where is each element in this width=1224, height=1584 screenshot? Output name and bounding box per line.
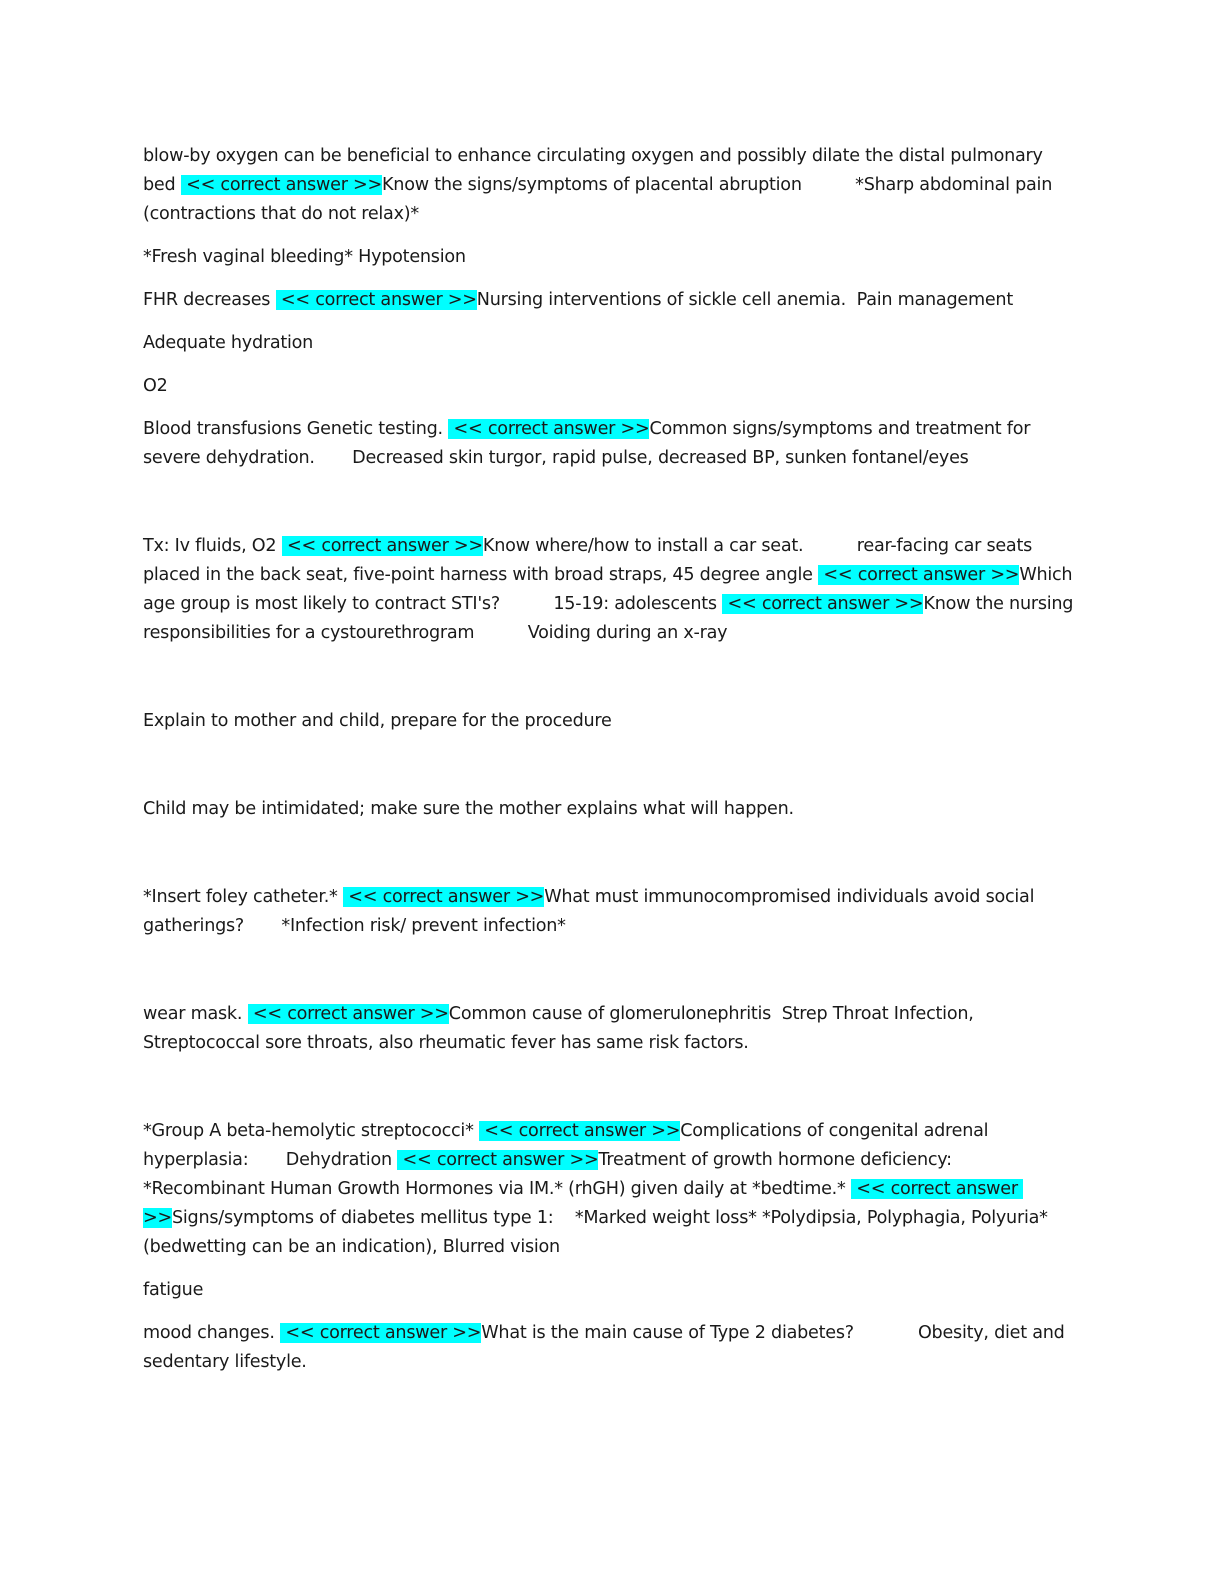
- paragraph-text: Blood transfusions Genetic testing.: [143, 419, 449, 439]
- paragraph-text: blow-by oxygen can be beneficial to enhance circulating oxygen and possibly dilate the distal pulmonary bed: [143, 146, 1049, 195]
- paragraph-text: Common cause of glomerulonephritis Strep Throat Infection, Streptococcal sore throats, also rheumatic fever has same risk factors.: [143, 1004, 979, 1053]
- paragraph-text: Adequate hydration: [143, 333, 314, 353]
- paragraph: [143, 1276, 1078, 1305]
- answer-marker-highlight: << correct answer >>: [722, 594, 924, 614]
- answer-marker-highlight: << correct answer >>: [448, 419, 650, 439]
- answer-marker-highlight: << correct answer >>: [180, 175, 383, 195]
- paragraph-text: *Insert foley catheter.*: [143, 887, 343, 907]
- paragraph-text: Nursing interventions of sickle cell anemia. Pain management: [476, 290, 1013, 310]
- paragraph-text: Know the nursing responsibilities for a cystourethrogram Voiding during an x-ray: [143, 594, 1079, 643]
- answer-marker-highlight: << correct answer >>: [275, 290, 477, 310]
- paragraph-text: Common signs/symptoms and treatment for severe dehydration. Decreased skin turgor, rapid pulse, decreased BP, sunken fontanel/eyes: [143, 419, 1036, 468]
- paragraph-text: wear mask.: [143, 1004, 248, 1024]
- answer-marker-highlight: << correct answer >>: [478, 1121, 681, 1141]
- paragraph: [143, 1319, 1078, 1377]
- paragraph-text: What is the main cause of Type 2 diabetes? Obesity, diet and sedentary lifestyle.: [143, 1323, 1070, 1372]
- paragraph-text: Child may be intimidated; make sure the mother explains what will happen.: [143, 799, 794, 819]
- paragraph: [143, 243, 1078, 272]
- answer-marker-highlight: << correct answer >>: [397, 1150, 599, 1170]
- paragraph: [143, 415, 1078, 473]
- paragraph: [143, 707, 1078, 736]
- answer-marker-highlight: << correct answer >>: [342, 887, 545, 907]
- paragraph: [143, 532, 1078, 648]
- paragraph: [143, 329, 1078, 358]
- paragraph-text: *Fresh vaginal bleeding* Hypotension: [143, 247, 466, 267]
- paragraph-text: fatigue: [143, 1280, 204, 1300]
- paragraph-text: mood changes.: [143, 1323, 281, 1343]
- answer-marker-highlight: << correct answer >>: [280, 1323, 482, 1343]
- paragraph: [143, 286, 1078, 315]
- paragraph: [143, 883, 1078, 941]
- paragraph-text: Complications of congenital adrenal hyperplasia: Dehydration: [143, 1121, 994, 1170]
- paragraph: [143, 795, 1078, 824]
- paragraph-text: Know where/how to install a car seat. rear-facing car seats placed in the back seat, five-point harness with broad straps, 45 degree angle: [143, 536, 1038, 585]
- paragraph-text: What must immunocompromised individuals avoid social gatherings? *Infection risk/ prevent infection*: [143, 887, 1040, 936]
- paragraph-text: Signs/symptoms of diabetes mellitus type 1: *Marked weight loss* *Polydipsia, Polyphagia, Polyuria* (bedwetting can be an indication), Blurred vision: [143, 1208, 1054, 1257]
- paragraph: [143, 1000, 1078, 1058]
- paragraph-text: Know the signs/symptoms of placental abruption *Sharp abdominal pain (contractions that do not relax)*: [143, 175, 1058, 224]
- paragraph-text: FHR decreases: [143, 290, 276, 310]
- answer-marker-highlight: << correct answer >>: [818, 565, 1020, 585]
- document-body: [143, 142, 1078, 1377]
- paragraph: [143, 1117, 1078, 1262]
- answer-marker-highlight: << correct answer >>: [247, 1004, 449, 1024]
- paragraph-text: Explain to mother and child, prepare for the procedure: [143, 711, 612, 731]
- answer-marker-highlight: << correct answer >>: [281, 536, 483, 556]
- paragraph-text: Treatment of growth hormone deficiency: *Recombinant Human Growth Hormones via IM.* (rhGH) given daily at *bedtime.*: [143, 1150, 1022, 1199]
- paragraph-text: *Group A beta-hemolytic streptococci*: [143, 1121, 479, 1141]
- answer-marker-highlight: << correct answer >>: [143, 1179, 1024, 1228]
- paragraph-text: O2: [143, 376, 168, 396]
- paragraph-text: Which age group is most likely to contract STI's? 15-19: adolescents: [143, 565, 1078, 614]
- paragraph: [143, 372, 1078, 401]
- paragraph-text: Tx: Iv fluids, O2: [143, 536, 282, 556]
- paragraph: [143, 142, 1078, 229]
